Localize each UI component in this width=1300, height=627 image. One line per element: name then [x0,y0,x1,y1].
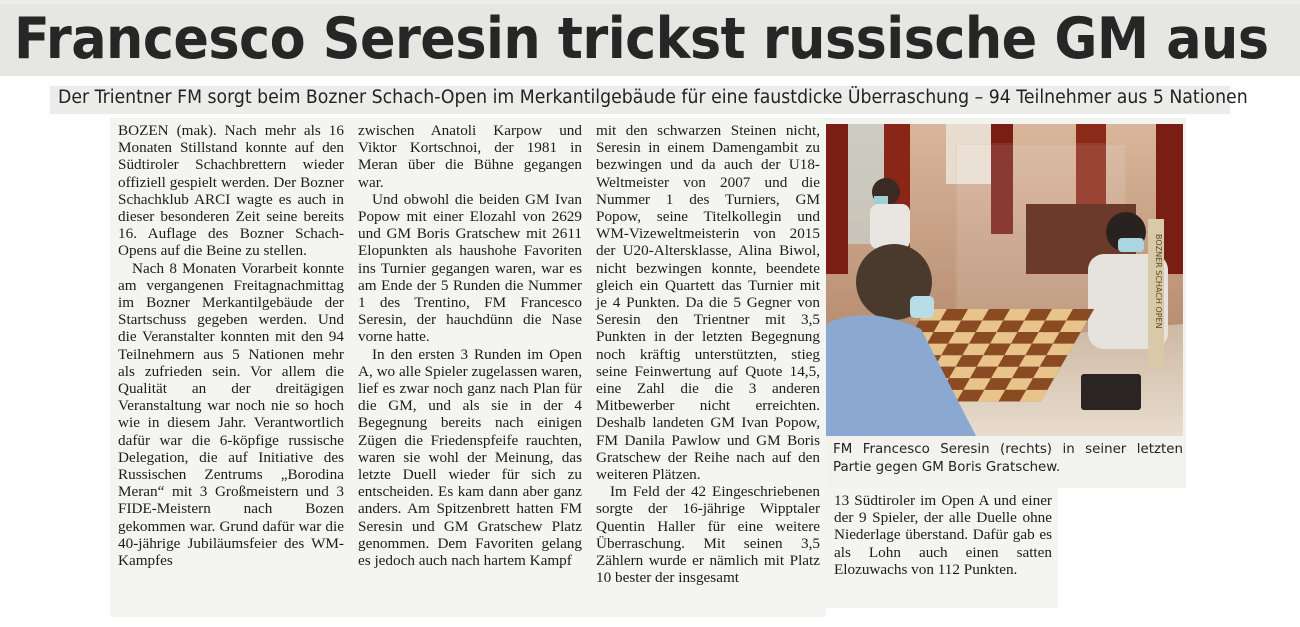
headline-band [0,4,1300,76]
photo-caption: FM Francesco Seresin (rechts) in seiner letzten Partie gegen GM Boris Gratschew. [833,442,1183,475]
paragraph: In den ersten 3 Runden im Open A, wo alle Spieler zugelassen waren, lief es zwar noch ganz nach Plan für die GM, und als sie in der 4 Begegnung bereits nach einigen Zügen die Friedenspfeife rauchten, waren sie wohl der Meinung, das letzte Duell wieder für sich zu entscheiden. Es kam dann aber ganz anders. Am Spitzenbrett hatten FM Seresin und GM Gratschew Platz genommen. Dem Favoriten gelang es jedoch auch nach hartem Kampf [358,345,582,570]
paragraph: BOZEN (mak). Nach mehr als 16 Monaten Stillstand konnte auf den Südtiroler Schachbrettern wieder offiziell gespielt werden. Der Bozner Schachklub ARCI wagte es auch in dieser besonderen Zeit seine bereits 16. Auflage des Bozner Schach-Opens auf die Beine zu stellen. [118,122,344,260]
article-column-4 [826,488,1058,608]
paragraph: mit den schwarzen Steinen nicht, Seresin in einem Damengambit zu bezwingen und da auch der U18-Weltmeister von 2007 und die Nummer 1 des Turniers, GM Popow, seine Titelkollegin und WM-Vizeweltmeisterin von 2015 der U20-Altersklasse, Alina Biwol, nicht bezwingen konnte, beendete gleich ein Quartett das Turnier mit je 4 Punkten. Da die 5 Gegner von Seresin den Trientner mit 3,5 Punkten in der letzten Begegnung noch kräftig unterstützten, stieg seine Feinwertung auf Quote 14,5, eine Zahl die die 3 anderen Mitbewerber nicht erreichten. Deshalb landeten GM Ivan Popow, FM Danila Pawlow und GM Boris Gratschew der Reihe nach auf den weiteren Plätzen. [596,122,820,484]
subheadline: Der Trientner FM sorgt beim Bozner Schach-Open im Merkantilgebäude für eine faustdicke Überraschung – 94 Teilnehmer aus 5 Nationen [58,87,1248,108]
subheadline-band [50,86,1248,114]
board-side-text: BOZNER SCHACH OPEN [1154,234,1163,329]
chess-game-photo [826,124,1183,436]
article-column-1 [110,118,350,617]
photo-block [826,118,1186,488]
article-column-2 [350,118,588,617]
paragraph: Im Feld der 42 Eingeschriebenen sorgte der 16-jährige Wipptaler Quentin Haller für eine weitere Überraschung. Mit seinen 3,5 Zählern wurde er nämlich mit Platz 10 bester der insgesamt [596,483,820,587]
paragraph: Nach 8 Monaten Vorarbeit konnte am vergangenen Freitagnachmittag im Bozner Merkantilgebäude der Startschuss gegeben werden. Und die Veranstalter konnten mit den 94 Teilnehmern aus 5 Nationen mehr als zufrieden sein. Vor allem die Qualität an der dreitägigen Veranstaltung war noch nie so hoch wie in diesem Jahr. Verantwortlich dafür war die 6-köpfige russische Delegation, die auf Initiative des Russischen Zentrums „Borodina Meran“ mit 3 Großmeistern und 3 FIDE-Meistern nach Bozen gekommen war. Grund dafür war die 40-jährige Jubiläumsfeier des WM-Kampfes [118,259,344,570]
paragraph: zwischen Anatoli Karpow und Viktor Kortschnoi, der 1981 in Meran über die Bühne gegangen war. [358,122,582,191]
headline: Francesco Seresin trickst russische GM aus [14,6,1269,72]
paragraph: Und obwohl die beiden GM Ivan Popow mit einer Elozahl von 2629 und GM Boris Gratschew mit 2611 Elopunkten als haushohe Favoriten ins Turnier gegangen waren, war es am Ende der 5 Runden die Nummer 1 des Trentino, FM Francesco Seresin, der hauchdünn die Nase vorne hatte. [358,190,582,346]
article-column-3 [588,118,826,617]
paragraph: 13 Südtiroler im Open A und einer der 9 Spieler, der alle Duelle ohne Niederlage überstand. Dafür gab es als Lohn auch einen satten Elozuwachs von 112 Punkten. [834,492,1052,578]
